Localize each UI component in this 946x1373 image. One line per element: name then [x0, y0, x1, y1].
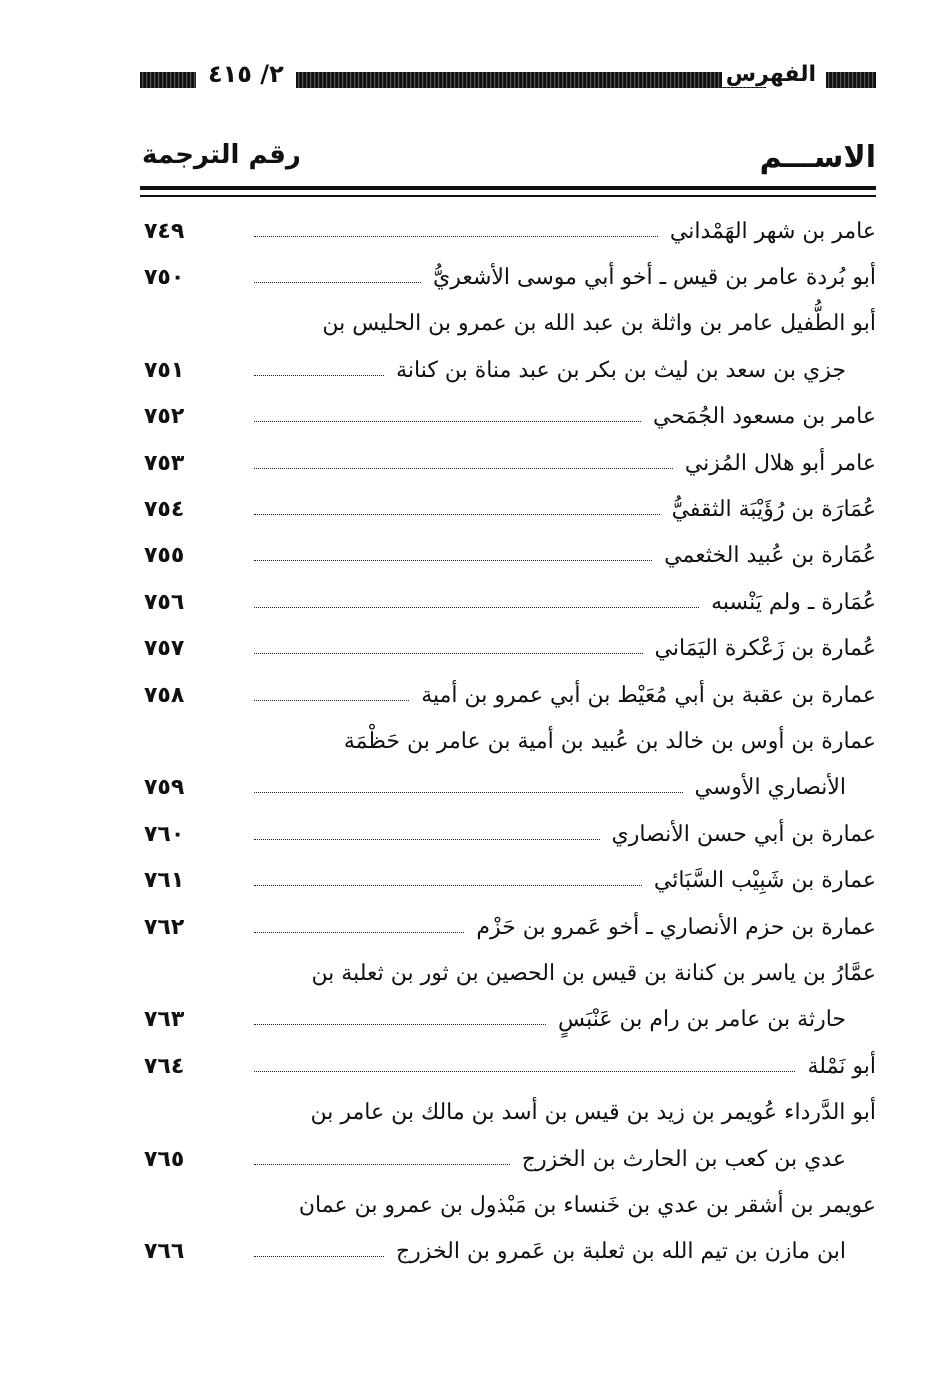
entry-number: ٧٥٥: [144, 543, 185, 569]
index-entry-row: [140, 533, 876, 579]
entry-number: ٧٥٨: [144, 682, 185, 708]
dotted-leader: [254, 932, 464, 933]
index-entry-row: [140, 997, 876, 1043]
page-number: ٢/ ٤١٥: [202, 60, 290, 88]
index-entry-row: [140, 626, 876, 672]
dotted-leader: [254, 375, 384, 376]
entry-name: عُمَارة ـ ولم يَنْسبه: [711, 589, 876, 615]
index-entry-row: [140, 672, 876, 718]
entry-name: ابن مازن بن تيم الله بن ثعلبة بن عَمرو بن الخزرج: [395, 1239, 846, 1265]
index-entry-row: [140, 347, 876, 393]
entry-name: عامر أبو هلال المُزني: [684, 450, 876, 476]
entry-name: أبو بُردة عامر بن قيس ـ أخو أبي موسى الأشعريُّ: [432, 265, 876, 291]
index-entry-row: [140, 857, 876, 903]
entry-number: ٧٦٠: [144, 821, 185, 847]
entry-name: عامر بن مسعود الجُمَحي: [652, 404, 876, 430]
entry-number: ٧٥١: [144, 357, 185, 383]
dotted-leader: [254, 1164, 510, 1165]
entry-name: الأنصاري الأوسي: [694, 775, 846, 801]
entry-number: ٧٥٤: [144, 497, 185, 523]
entry-name: حارثة بن عامر بن رام بن عَنْبَسٍ: [558, 1007, 846, 1033]
index-entries: [140, 208, 876, 1275]
index-entry-row: [140, 579, 876, 625]
header-ornament-middle: [296, 72, 766, 88]
index-entry-row: [140, 718, 876, 764]
index-entry-row: [140, 301, 876, 347]
dotted-leader: [254, 700, 409, 701]
entry-number: ٧٦١: [144, 868, 185, 894]
entry-name: عمارة بن عقبة بن أبي مُعَيْط بن أبي عمرو بن أمية: [421, 682, 876, 708]
dotted-leader: [254, 839, 600, 840]
index-entry-row: [140, 765, 876, 811]
name-column-heading: الاســـم: [759, 140, 876, 175]
dotted-leader: [254, 607, 699, 608]
entry-name: عدي بن كعب بن الحارث بن الخزرج: [521, 1146, 846, 1172]
entry-number: ٧٦٣: [144, 1007, 185, 1033]
index-entry-row: [140, 1136, 876, 1182]
dotted-leader: [254, 1071, 795, 1072]
dotted-leader: [254, 282, 421, 283]
dotted-leader: [254, 1256, 384, 1257]
entry-name: عمَّارُ بن ياسر بن كنانة بن قيس بن الحصين بن ثور بن ثعلبة بن: [311, 960, 876, 986]
index-entry-row: [140, 394, 876, 440]
index-entry-row: [140, 208, 876, 254]
heading-rule-thick: [140, 186, 876, 190]
entry-name: أبو الطُّفيل عامر بن واثلة بن عبد الله بن عمرو بن الحليس بن: [322, 311, 876, 337]
dotted-leader: [254, 421, 641, 422]
entry-number: ٧٤٩: [144, 218, 185, 244]
entry-number: ٧٦٥: [144, 1146, 185, 1172]
entry-name: عويمر بن أشقر بن عدي بن خَنساء بن مَبْذول بن عمرو بن عمان: [298, 1192, 876, 1218]
index-entry-row: [140, 950, 876, 996]
entry-number: ٧٥٦: [144, 589, 185, 615]
entry-name: أبو نَمْلة: [807, 1053, 876, 1079]
entry-number: ٧٦٦: [144, 1239, 185, 1265]
entry-name: أبو الدَّرداء عُويمر بن زيد بن قيس بن أسد بن مالك بن عامر بن: [310, 1100, 876, 1126]
header-ornament-right: [826, 72, 876, 88]
section-title: الفهرس: [722, 62, 820, 87]
entry-name: عمارة بن أوس بن خالد بن عُبيد بن أمية بن عامر بن حَظْمَة: [343, 728, 876, 754]
index-entry-row: [140, 254, 876, 300]
entry-number: ٧٦٤: [144, 1053, 185, 1079]
entry-number: ٧٥٠: [144, 265, 185, 291]
entry-name: عُمارة بن زَعْكرة اليَمَاني: [654, 636, 876, 662]
index-entry-row: [140, 811, 876, 857]
index-entry-row: [140, 1229, 876, 1275]
dotted-leader: [254, 885, 642, 886]
entry-number: ٧٥٣: [144, 450, 185, 476]
dotted-leader: [254, 1024, 546, 1025]
entry-number: ٧٥٧: [144, 636, 185, 662]
header-ornament-left: [140, 72, 196, 88]
dotted-leader: [254, 560, 652, 561]
entry-name: عمارة بن شَبِيْب السَّبَائي: [653, 868, 876, 894]
heading-rule-thin: [140, 195, 876, 197]
number-column-heading: رقم الترجمة: [142, 140, 301, 170]
index-entry-row: [140, 440, 876, 486]
entry-number: ٧٦٢: [144, 914, 185, 940]
index-entry-row: [140, 1089, 876, 1135]
dotted-leader: [254, 792, 683, 793]
dotted-leader: [254, 514, 660, 515]
index-entry-row: [140, 1043, 876, 1089]
dotted-leader: [254, 236, 658, 237]
index-entry-row: [140, 1182, 876, 1228]
index-entry-row: [140, 904, 876, 950]
index-entry-row: [140, 486, 876, 532]
entry-name: عمارة بن حزم الأنصاري ـ أخو عَمرو بن حَزْم: [476, 914, 876, 940]
entry-name: عامر بن شهر الهَمْداني: [669, 218, 876, 244]
entry-name: عُمَارة بن عُبيد الخثعمي: [664, 543, 876, 569]
column-headings: [140, 140, 876, 182]
running-header: [140, 60, 876, 100]
entry-name: جزي بن سعد بن ليث بن بكر بن عبد مناة بن كنانة: [396, 357, 846, 383]
dotted-leader: [254, 468, 673, 469]
entry-number: ٧٥٢: [144, 404, 185, 430]
entry-name: عمارة بن أبي حسن الأنصاري: [611, 821, 876, 847]
entry-name: عُمَارَة بن رُؤَيْبَة الثقفيُّ: [671, 497, 876, 523]
entry-number: ٧٥٩: [144, 775, 185, 801]
dotted-leader: [254, 653, 643, 654]
